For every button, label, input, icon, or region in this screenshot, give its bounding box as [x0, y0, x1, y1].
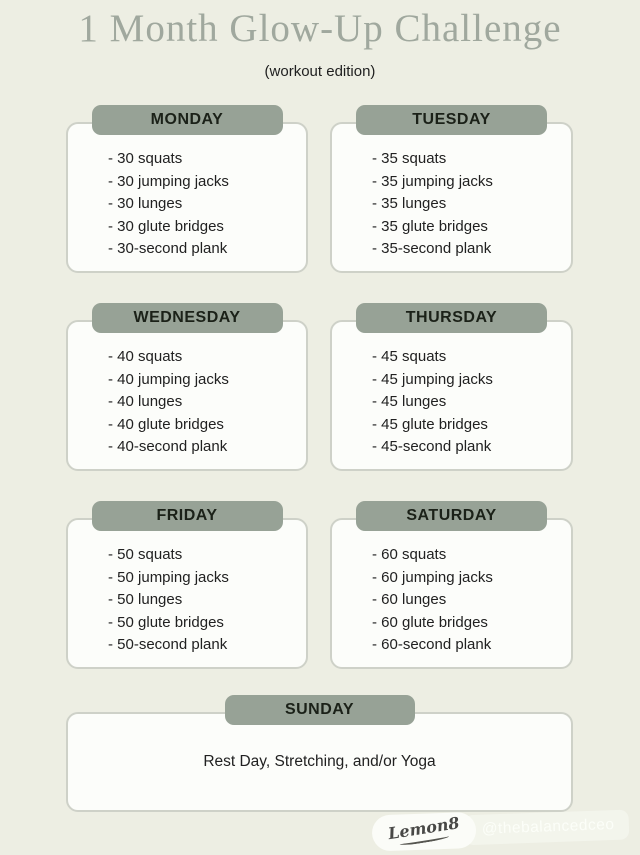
day-header-saturday — [356, 501, 547, 531]
workout-list-card — [330, 518, 573, 669]
creator-handle-text: @thebalancedceo — [480, 816, 615, 838]
day-card-thursday — [330, 303, 573, 471]
day-header-friday — [92, 501, 283, 531]
week-grid — [66, 105, 573, 669]
day-label: THURSDAY — [405, 309, 498, 326]
workout-item: - 30 jumping jacks — [108, 172, 229, 190]
workout-item: - 30 glute bridges — [108, 217, 224, 235]
day-card-monday — [66, 105, 308, 273]
day-label: SATURDAY — [406, 507, 497, 524]
workout-item: - 40 jumping jacks — [108, 370, 229, 388]
day-card-wednesday — [66, 303, 308, 471]
workout-item: - 60 squats — [372, 546, 447, 563]
workout-list-card — [330, 320, 573, 471]
workout-list-card — [66, 518, 308, 669]
day-label: SUNDAY — [284, 701, 355, 718]
workout-item: - 30 lunges — [108, 195, 183, 213]
day-label: FRIDAY — [156, 507, 218, 524]
day-header-sunday — [225, 695, 415, 725]
workout-item: - 40 squats — [108, 348, 183, 365]
workout-list-card — [66, 122, 308, 273]
workout-item: - 60 jumping jacks — [372, 568, 493, 586]
lemon8-logo-text: Lemon8 — [386, 813, 461, 844]
workout-item: - 50 lunges — [108, 591, 183, 609]
workout-item: - 45-second plank — [372, 438, 492, 456]
workout-item: - 35 lunges — [372, 195, 447, 213]
workout-list-card — [66, 320, 308, 471]
workout-item: - 60 glute bridges — [372, 613, 488, 631]
day-header-wednesday — [92, 303, 283, 333]
day-card-saturday — [330, 501, 573, 669]
rest-day-text: Rest Day, Stretching, and/or Yoga — [203, 753, 436, 770]
workout-item: - 35 jumping jacks — [372, 172, 493, 190]
workout-item: - 30-second plank — [108, 240, 228, 258]
workout-item: - 45 squats — [372, 348, 447, 365]
workout-list-card — [330, 122, 573, 273]
lemon8-logo — [371, 812, 476, 852]
workout-item: - 45 glute bridges — [372, 415, 488, 433]
lemon8-watermark — [371, 807, 629, 852]
workout-item: - 35 squats — [372, 150, 447, 167]
workout-item: - 60 lunges — [372, 591, 447, 609]
workout-item: - 45 lunges — [372, 393, 447, 411]
day-label: TUESDAY — [412, 111, 491, 128]
page-title: 1 Month Glow-Up Challenge — [78, 7, 562, 50]
workout-item: - 40 glute bridges — [108, 415, 224, 433]
day-card-friday — [66, 501, 308, 669]
day-header-monday — [92, 105, 283, 135]
workout-item: - 50 jumping jacks — [108, 568, 229, 586]
day-header-thursday — [356, 303, 547, 333]
day-card-sunday — [66, 695, 573, 812]
workout-item: - 40 lunges — [108, 393, 183, 411]
day-card-tuesday — [330, 105, 573, 273]
workout-item: - 35-second plank — [372, 240, 492, 258]
day-label: WEDNESDAY — [133, 309, 241, 326]
creator-handle-badge — [463, 810, 629, 846]
workout-item: - 35 glute bridges — [372, 217, 488, 235]
workout-item: - 30 squats — [108, 150, 183, 167]
day-header-tuesday — [356, 105, 547, 135]
workout-item: - 50 squats — [108, 546, 183, 563]
workout-item: - 40-second plank — [108, 438, 228, 456]
workout-item: - 60-second plank — [372, 636, 492, 654]
workout-item: - 50-second plank — [108, 636, 228, 654]
workout-item: - 45 jumping jacks — [372, 370, 493, 388]
rest-day-card — [66, 712, 573, 812]
workout-item: - 50 glute bridges — [108, 613, 224, 631]
day-label: MONDAY — [150, 111, 224, 128]
page-subtitle: (workout edition) — [264, 63, 376, 80]
